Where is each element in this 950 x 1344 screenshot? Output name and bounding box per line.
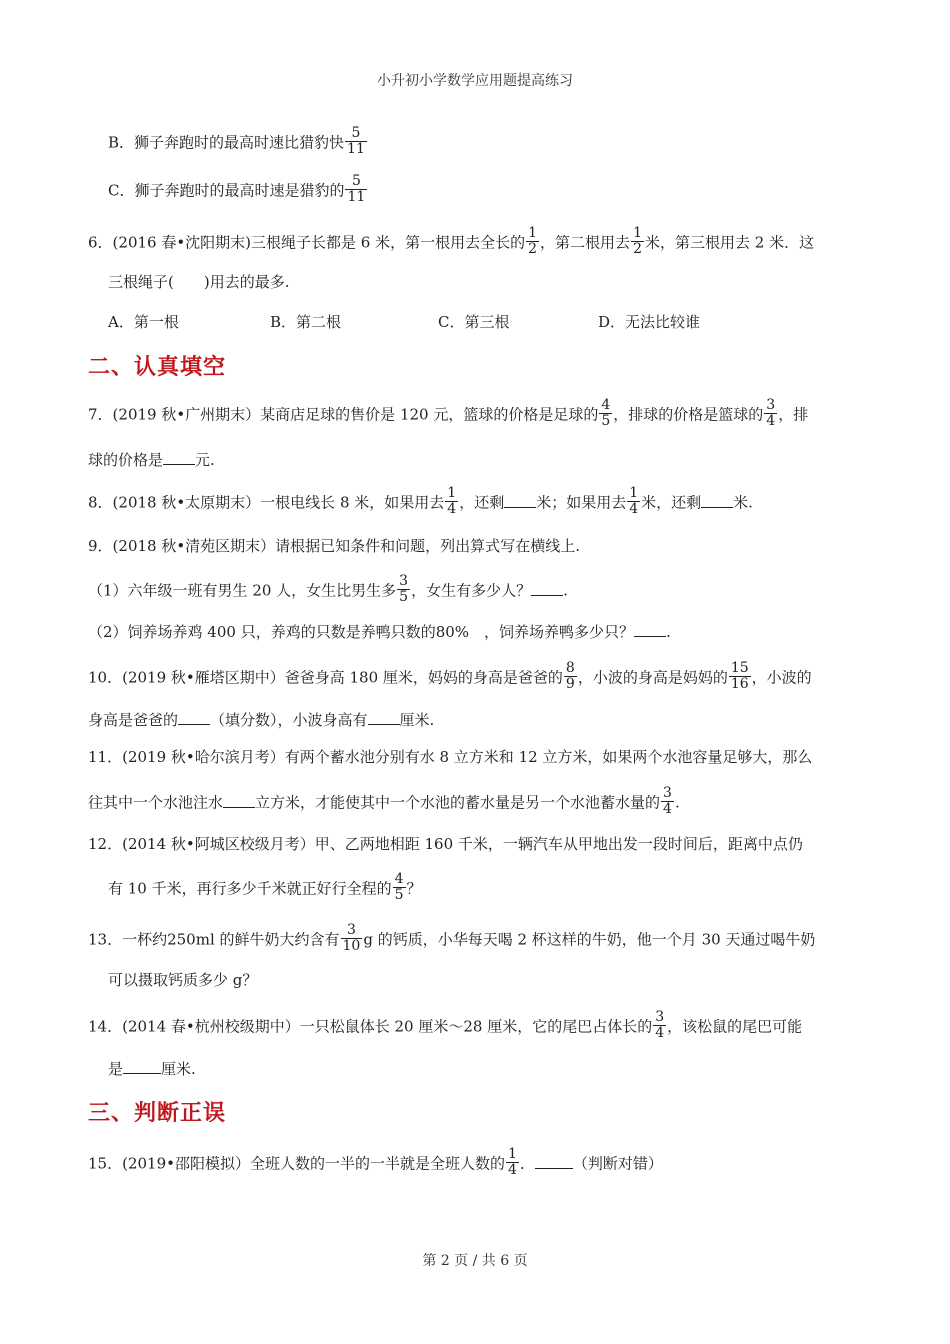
answer-blank[interactable] <box>504 491 536 508</box>
fraction: $\frac{1}{4}$ <box>629 485 639 517</box>
fraction: $\frac{1}{4}$ <box>507 1146 517 1178</box>
answer-blank[interactable] <box>701 491 733 508</box>
question-9-sub2: （2）饲养场养鸡 400 只，养鸡的只数是养鸭只数的80% ，饲养场养鸭多少只？ . <box>88 620 671 644</box>
section-title-fill-in: 二、认真填空 <box>88 355 227 380</box>
answer-blank[interactable] <box>634 620 666 637</box>
fraction: $\frac{8}{9}$ <box>565 660 575 692</box>
question-12-line2: 有 10 千米，再行多少千米就正好行全程的 $\frac{4}{5}$ ？ <box>108 871 422 903</box>
question-13-line2: 可以摄取钙质多少 g？ <box>108 971 258 989</box>
q6-option-d: D．无法比较谁 <box>598 313 701 331</box>
question-10: 10．(2019 秋•雁塔区期中）爸爸身高 180 厘米，妈妈的身高是爸爸的 $\frac{8}{9}$ ，小波的身高是妈妈的 $\frac{15}{16}$ ，小波的 <box>88 660 812 692</box>
q6-option-c: C．第三根 <box>438 313 510 331</box>
answer-blank[interactable] <box>368 708 400 725</box>
q6-option-b: B．第二根 <box>270 313 342 331</box>
fraction: $\frac{3}{4}$ <box>766 397 776 429</box>
answer-blank[interactable] <box>223 791 255 808</box>
question-7: 7．(2019 秋•广州期末）某商店足球的售价是 120 元，篮球的价格是足球的 $\frac{4}{5}$ ，排球的价格是篮球的 $\frac{3}{4}$ ，排 <box>88 397 809 429</box>
fraction: $\frac{5}{11}$ <box>347 173 366 205</box>
question-9: 9．(2018 秋•清苑区期末）请根据已知条件和问题，列出算式写在横线上. <box>88 537 580 555</box>
question-11: 11．(2019 秋•哈尔滨月考）有两个蓄水池分别有水 8 立方米和 12 立方米，如果两个水池容量足够大，那么 <box>88 748 813 766</box>
fraction: $\frac{3}{4}$ <box>655 1009 665 1041</box>
question-14-line2: 是 厘米. <box>108 1057 196 1081</box>
q5-option-c: C．狮子奔跑时的最高时速是猎豹的 $\frac{5}{11}$ <box>108 173 366 205</box>
question-6-line2: 三根绳子( )用去的最多. <box>108 273 290 291</box>
answer-blank[interactable] <box>535 1152 573 1169</box>
q6-option-a: A．第一根 <box>108 313 179 331</box>
fraction: $\frac{5}{11}$ <box>347 125 365 157</box>
fraction: $\frac{1}{4}$ <box>447 485 457 517</box>
section-title-true-false: 三、判断正误 <box>88 1101 227 1126</box>
fraction: $\frac{3}{10}$ <box>342 922 361 954</box>
question-8: 8．(2018 秋•太原期末）一根电线长 8 米，如果用去 $\frac{1}{4}$ ，还剩 米；如果用去 $\frac{1}{4}$ 米，还剩 米. <box>88 485 753 517</box>
fraction: $\frac{4}{5}$ <box>394 871 404 903</box>
question-13: 13．一杯约250ml 的鲜牛奶大约含有 $\frac{3}{10}$ g 的钙质，小华每天喝 2 杯这样的牛奶，他一个月 30 天通过喝牛奶 <box>88 922 816 954</box>
answer-blank[interactable] <box>531 579 563 596</box>
question-14: 14．(2014 春•杭州校级期中）一只松鼠体长 20 厘米～28 厘米，它的尾巴占体长的 $\frac{3}{4}$ ，该松鼠的尾巴可能 <box>88 1009 803 1041</box>
question-11-line2: 往其中一个水池注水 立方米，才能使其中一个水池的蓄水量是另一个水池蓄水量的 $\frac{3}{4}$ . <box>88 785 680 817</box>
question-15: 15．(2019•邵阳模拟）全班人数的一半的一半就是全班人数的 $\frac{1}{4}$ ． （判断对错） <box>88 1146 663 1178</box>
question-12: 12．(2014 秋•阿城区校级月考）甲、乙两地相距 160 千米，一辆汽车从甲地出发一段时间后，距离中点仍 <box>88 835 803 853</box>
fraction: $\frac{1}{2}$ <box>633 225 642 257</box>
answer-blank[interactable] <box>123 1057 161 1074</box>
answer-blank[interactable] <box>163 448 195 465</box>
page-footer: 第 2 页 / 共 6 页 <box>422 1253 528 1269</box>
fraction: $\frac{15}{16}$ <box>730 660 749 692</box>
question-7-line2: 球的价格是 元. <box>88 448 215 472</box>
q5-option-b: B．狮子奔跑时的最高时速比猎豹快 $\frac{5}{11}$ <box>108 125 365 157</box>
fraction: $\frac{3}{4}$ <box>663 785 672 817</box>
fraction: $\frac{4}{5}$ <box>601 397 611 429</box>
question-10-line2: 身高是爸爸的 （填分数），小波身高有 厘米. <box>88 708 434 732</box>
page-header: 小升初小学数学应用题提高练习 <box>377 73 573 89</box>
question-9-sub1: （1）六年级一班有男生 20 人，女生比男生多 $\frac{3}{5}$ ，女生有多少人？ . <box>88 573 568 605</box>
answer-blank[interactable] <box>178 708 210 725</box>
fraction: $\frac{3}{5}$ <box>399 573 409 605</box>
fraction: $\frac{1}{2}$ <box>528 225 538 257</box>
question-6: 6．(2016 春•沈阳期末)三根绳子长都是 6 米，第一根用去全长的 $\frac{1}{2}$ ，第二根用去 $\frac{1}{2}$ 米，第三根用去 2 米．这 <box>88 225 815 257</box>
